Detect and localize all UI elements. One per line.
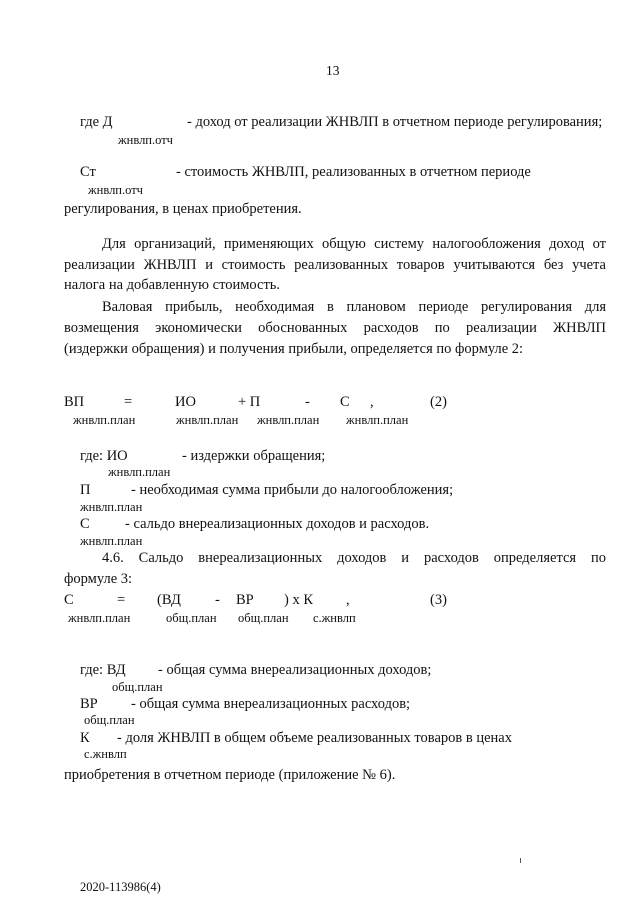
formula2-minus: -: [305, 394, 310, 410]
footer-document-code: 2020-113986(4): [80, 880, 161, 894]
formula3-comma: ,: [346, 592, 350, 608]
def-d-text: - доход от реализации ЖНВЛП в отчетном периоде регулирования;: [187, 114, 603, 130]
def-st-text: - стоимость ЖНВЛП, реализованных в отчетном периоде: [176, 164, 531, 180]
formula2-c: С: [340, 394, 350, 410]
para2-line3: (издержки обращения) и получения прибыли, определяется по формуле 2:: [64, 341, 524, 357]
para1-line3: налога на добавленную стоимость.: [64, 277, 281, 293]
def-st-continuation: регулирования, в ценах приобретения.: [64, 201, 302, 217]
formula3-number: (3): [430, 592, 447, 608]
formula3-sub-c: жнвлп.план: [68, 611, 131, 625]
formula2-vp: ВП: [64, 394, 85, 410]
def-vr-subscript: общ.план: [84, 713, 135, 727]
def-vr-label: ВР: [80, 696, 98, 712]
def-st-subscript: жнвлп.отч: [88, 183, 143, 197]
def-d-label: где Д: [80, 114, 113, 130]
def-k-label: К: [80, 730, 90, 746]
def-k-continuation: приобретения в отчетном периоде (приложение № 6).: [64, 767, 396, 783]
section46-line2: формуле 3:: [64, 571, 133, 587]
formula2-sub-io: жнвлп.план: [176, 413, 239, 427]
formula3-times-k: ) х К: [284, 592, 313, 608]
formula2-equals: =: [124, 394, 133, 410]
def-p-text: - необходимая сумма прибыли до налогообложения;: [131, 482, 454, 498]
def-io-text: - издержки обращения;: [182, 448, 326, 464]
def-io-subscript: жнвлп.план: [108, 465, 171, 479]
para1-line2: реализации ЖНВЛП и стоимость реализованных товаров учитываются без учета: [64, 257, 606, 273]
formula3-vr: ВР: [236, 592, 254, 608]
formula3-vd: (ВД: [157, 592, 181, 608]
section46-line1: 4.6. Сальдо внереализационных доходов и расходов определяется по: [102, 550, 606, 566]
def-k-text: - доля ЖНВЛП в общем объеме реализованных товаров в ценах: [117, 730, 512, 746]
formula3-sub-vr: общ.план: [238, 611, 289, 625]
def-vd-subscript: общ.план: [112, 680, 163, 694]
formula2-plus-p: + П: [238, 394, 261, 410]
def-p-subscript: жнвлп.план: [80, 500, 143, 514]
def-p-label: П: [80, 482, 91, 498]
formula3-minus: -: [215, 592, 220, 608]
def-c-subscript: жнвлп.план: [80, 534, 143, 548]
def-vd-label: где: ВД: [80, 662, 126, 678]
def-c-label: С: [80, 516, 90, 532]
para2-line2: возмещения экономически обоснованных расходов по реализации ЖНВЛП: [64, 320, 606, 336]
def-d-subscript: жнвлп.отч: [118, 133, 173, 147]
formula2-sub-vp: жнвлп.план: [73, 413, 136, 427]
formula3-equals: =: [117, 592, 126, 608]
formula2-number: (2): [430, 394, 447, 410]
formula3-sub-k: с.жнвлп: [313, 611, 356, 625]
formula2-sub-c: жнвлп.план: [346, 413, 409, 427]
page-number: 13: [326, 63, 340, 78]
formula2-io: ИО: [175, 394, 196, 410]
formula3-sub-vd: общ.план: [166, 611, 217, 625]
def-st-label: Ст: [80, 164, 96, 180]
para2-line1: Валовая прибыль, необходимая в плановом периоде регулирования для: [102, 299, 606, 315]
def-c-text: - сальдо внереализационных доходов и расходов.: [125, 516, 430, 532]
scan-mark: [520, 858, 521, 863]
formula2-comma: ,: [370, 394, 374, 410]
def-k-subscript: с.жнвлп: [84, 747, 127, 761]
para1-line1: Для организаций, применяющих общую систему налогообложения доход от: [102, 236, 606, 252]
formula3-c: С: [64, 592, 74, 608]
def-vr-text: - общая сумма внереализационных расходов;: [131, 696, 411, 712]
def-io-label: где: ИО: [80, 448, 128, 464]
def-vd-text: - общая сумма внереализационных доходов;: [158, 662, 432, 678]
formula2-sub-p: жнвлп.план: [257, 413, 320, 427]
